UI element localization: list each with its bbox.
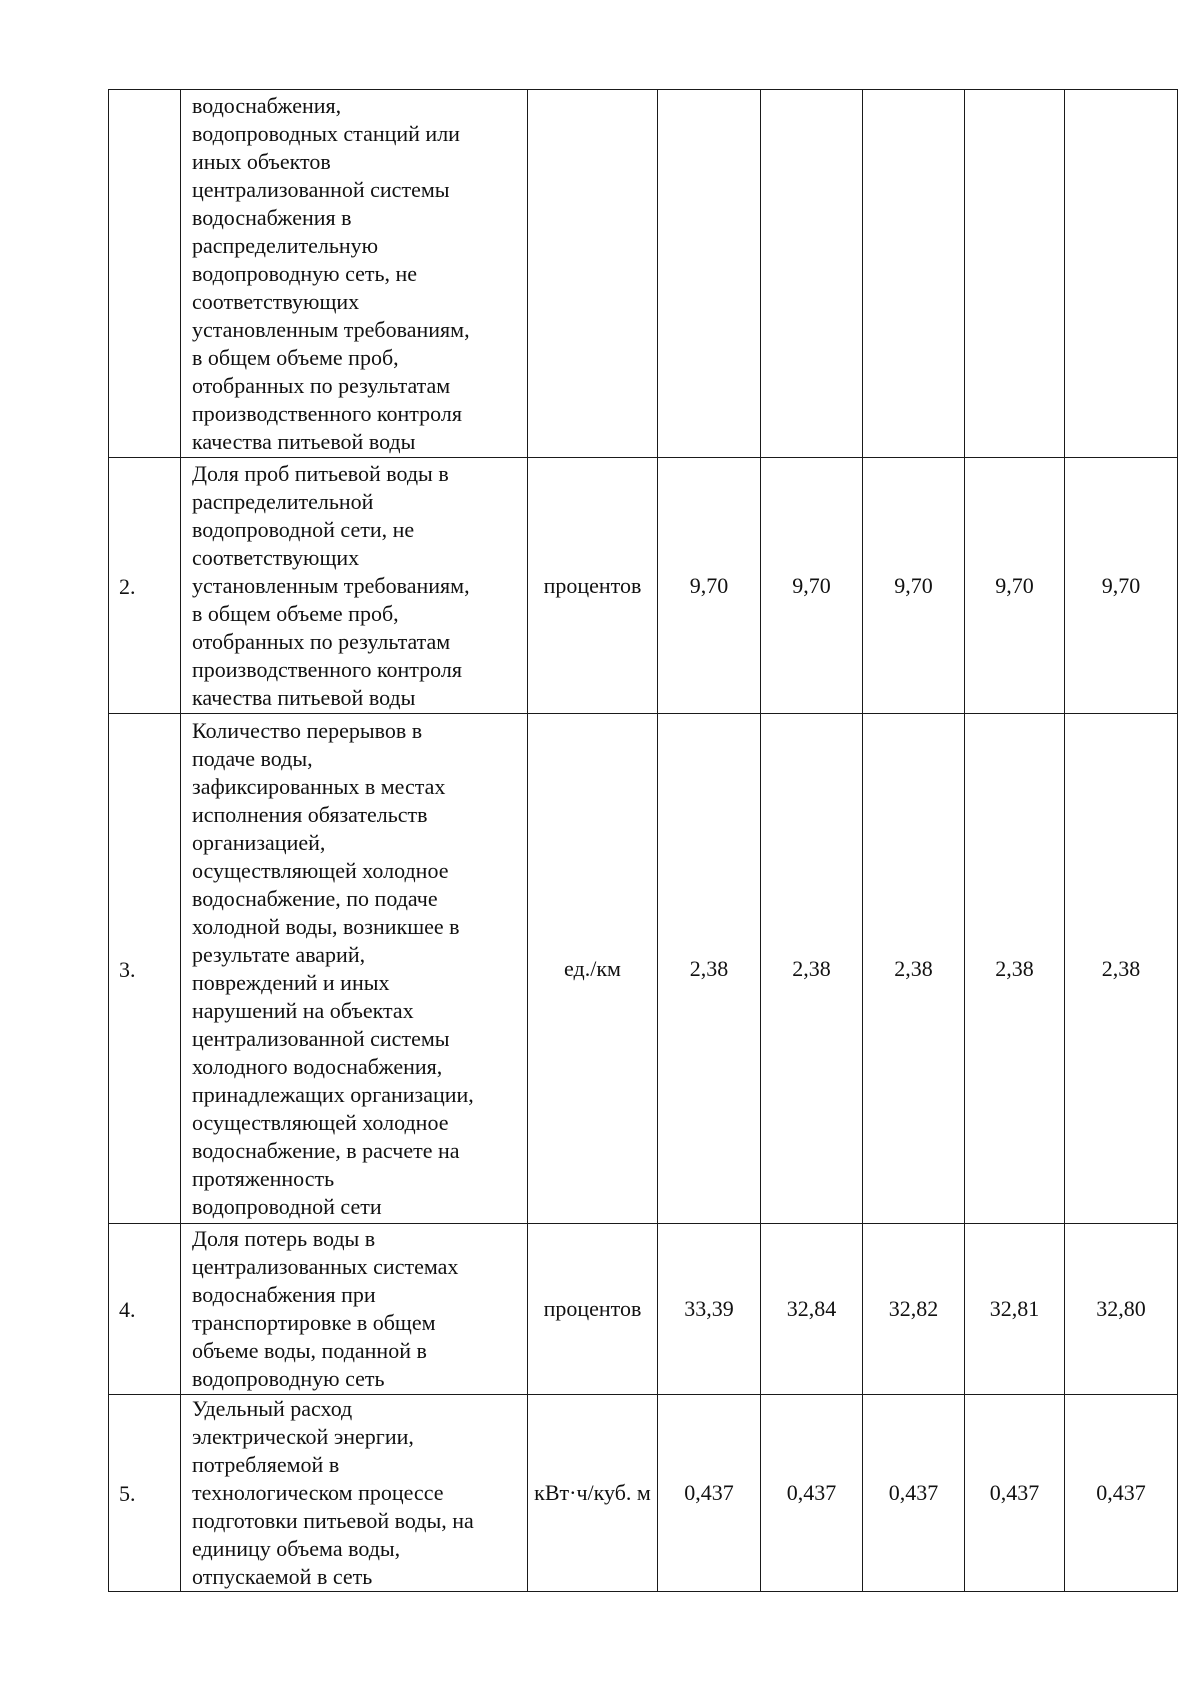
indicators-table <box>108 89 1178 1592</box>
value-cell: 9,70 <box>761 458 863 714</box>
indicator-description <box>181 90 528 458</box>
indicator-description <box>181 1395 528 1592</box>
table-row <box>109 714 1178 1224</box>
unit-cell: процентов <box>528 1224 658 1395</box>
value-cell: 0,437 <box>965 1395 1065 1592</box>
indicator-description-text: Доля проб питьевой воды в распределительной водопроводной сети, не соответствующих установленным требованиям, в общем объеме проб, отобранных по результатам производственного контроля качества питьевой воды <box>192 460 470 710</box>
table-row <box>109 458 1178 714</box>
value-cell: 32,81 <box>965 1224 1065 1395</box>
value-cell: 9,70 <box>658 458 761 714</box>
value-cell <box>761 90 863 458</box>
row-number <box>109 90 181 458</box>
indicator-description <box>181 458 528 714</box>
row-number: 5. <box>109 1395 181 1592</box>
value-cell: 32,80 <box>1065 1224 1178 1395</box>
table-row <box>109 90 1178 458</box>
unit-cell: кВт·ч/куб. м <box>528 1395 658 1592</box>
value-cell: 0,437 <box>658 1395 761 1592</box>
value-cell: 9,70 <box>965 458 1065 714</box>
value-cell: 0,437 <box>1065 1395 1178 1592</box>
value-cell <box>1065 90 1178 458</box>
value-cell: 2,38 <box>863 714 965 1224</box>
value-cell: 0,437 <box>863 1395 965 1592</box>
value-cell <box>965 90 1065 458</box>
unit-cell: ед./км <box>528 714 658 1224</box>
value-cell: 2,38 <box>658 714 761 1224</box>
table-row <box>109 1224 1178 1395</box>
value-cell: 32,82 <box>863 1224 965 1395</box>
value-cell: 9,70 <box>1065 458 1178 714</box>
table-row <box>109 1395 1178 1592</box>
value-cell: 32,84 <box>761 1224 863 1395</box>
row-number: 4. <box>109 1224 181 1395</box>
indicator-description <box>181 714 528 1224</box>
row-number: 2. <box>109 458 181 714</box>
indicator-description-text: водоснабжения, водопроводных станций или иных объектов централизованной системы водоснабжения в распределительную водопроводную сеть, не соответствующих установленным требованиям, в общем объеме проб, отобранных по результатам производственного контроля качества питьевой воды <box>192 92 470 454</box>
value-cell: 0,437 <box>761 1395 863 1592</box>
indicator-description-text: Удельный расход электрической энергии, потребляемой в технологическом процессе подготовки питьевой воды, на единицу объема воды, отпускаемой в сеть <box>192 1396 474 1589</box>
indicator-description <box>181 1224 528 1395</box>
value-cell <box>863 90 965 458</box>
value-cell: 33,39 <box>658 1224 761 1395</box>
indicator-description-text: Доля потерь воды в централизованных системах водоснабжения при транспортировке в общем объеме воды, поданной в водопроводную сеть <box>192 1226 459 1391</box>
value-cell: 2,38 <box>1065 714 1178 1224</box>
value-cell: 2,38 <box>965 714 1065 1224</box>
indicator-description-text: Количество перерывов в подаче воды, зафиксированных в местах исполнения обязательств организацией, осуществляющей холодное водоснабжение, по подаче холодной воды, возникшее в результате аварий, повреждений и иных нарушений на объектах централизованной системы холодного водоснабжения, принадлежащих организации, осуществляющей холодное водоснабжение, в расчете на протяженность водопроводной сети <box>192 717 474 1219</box>
unit-cell: процентов <box>528 458 658 714</box>
unit-cell <box>528 90 658 458</box>
value-cell: 9,70 <box>863 458 965 714</box>
value-cell <box>658 90 761 458</box>
row-number: 3. <box>109 714 181 1224</box>
value-cell: 2,38 <box>761 714 863 1224</box>
